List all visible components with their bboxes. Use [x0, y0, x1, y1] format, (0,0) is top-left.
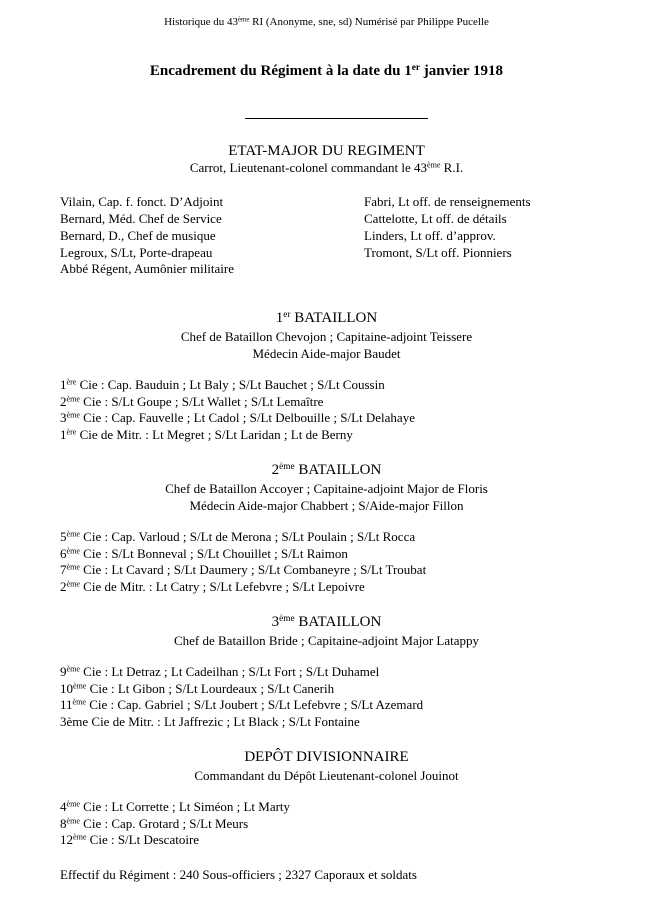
- title-sup: er: [411, 62, 420, 73]
- company-sup: ème: [66, 394, 80, 404]
- company-num: 9: [60, 664, 67, 679]
- company-line: [60, 832, 290, 849]
- company-sup: ème: [66, 816, 80, 826]
- company-num: 3: [60, 410, 67, 426]
- staff-right-1: Fabri, Lt off. de renseignements: [364, 194, 531, 209]
- company-num: 2: [60, 579, 67, 595]
- title-divider: [245, 118, 428, 119]
- staff-right-4: Tromont, S/Lt off. Pionniers: [364, 245, 512, 260]
- bataillon-2-label: BATAILLON: [294, 462, 382, 478]
- company-num: 7: [60, 562, 67, 578]
- company-num: 4: [60, 799, 67, 814]
- page-header: [0, 16, 653, 28]
- company-sup: ème: [66, 562, 80, 572]
- bataillon-2-command: Chef de Bataillon Accoyer ; Capitaine-adjoint Major de Floris: [165, 481, 488, 496]
- company-line: [60, 546, 426, 563]
- bataillon-1-title: [0, 309, 653, 327]
- company-text: 3ème Cie de Mitr. : Lt Jaffrezic ; Lt Black ; S/Lt Fontaine: [60, 714, 360, 730]
- staff-left-1: Vilain, Cap. f. fonct. D’Adjoint: [60, 194, 224, 209]
- staff-left-2: Bernard, Méd. Chef de Service: [60, 211, 222, 226]
- staff-left-5: Abbé Régent, Aumônier militaire: [60, 261, 235, 276]
- bataillon-1-label: BATAILLON: [290, 310, 378, 326]
- etat-major-title: ETAT-MAJOR DU REGIMENT: [228, 143, 425, 159]
- company-text: Cie de Mitr. : Lt Catry ; S/Lt Lefebvre ; S/Lt Lepoivre: [79, 579, 365, 595]
- bataillon-3-sup: ème: [279, 613, 295, 624]
- etat-major-subtitle: [0, 159, 653, 176]
- document-title: [0, 63, 653, 80]
- company-line: [60, 529, 426, 546]
- bataillon-2-companies: [60, 529, 426, 596]
- staff-left-4: Legroux, S/Lt, Porte-drapeau: [60, 245, 213, 260]
- bataillon-3-num: 3: [271, 614, 280, 630]
- header-text-post: RI (Anonyme, sne, sd) Numérisé par Philippe Pucelle: [249, 16, 489, 28]
- company-sup: ème: [73, 681, 87, 691]
- company-text: Cie : S/Lt Goupe ; S/Lt Wallet ; S/Lt Lemaître: [79, 393, 324, 409]
- company-sup: ème: [66, 410, 80, 420]
- staff-right-2: Cattelotte, Lt off. de détails: [364, 211, 507, 226]
- company-num: 1: [60, 377, 67, 392]
- bataillon-2-medical: Médecin Aide-major Chabbert ; S/Aide-major Fillon: [189, 498, 464, 513]
- company-num: 10: [60, 680, 73, 696]
- company-num: 2: [60, 393, 67, 409]
- depot-companies: [60, 799, 290, 849]
- bataillon-2-sup: ème: [279, 461, 295, 472]
- company-text: Cie : S/Lt Descatoire: [86, 832, 200, 848]
- company-line: [60, 377, 415, 394]
- depot-command: Commandant du Dépôt Lieutenant-colonel Jouinot: [194, 768, 459, 783]
- bataillon-2-title: [0, 461, 653, 479]
- company-text: Cie : Lt Gibon ; S/Lt Lourdeaux ; S/Lt Canerih: [86, 680, 335, 696]
- bataillon-1-command: Chef de Bataillon Chevojon ; Capitaine-adjoint Teissere: [180, 329, 473, 344]
- company-num: 8: [60, 815, 67, 831]
- depot-title: DEPÔT DIVISIONNAIRE: [244, 749, 409, 765]
- company-text: Cie : Cap. Varloud ; S/Lt de Merona ; S/Lt Poulain ; S/Lt Rocca: [79, 529, 416, 544]
- company-num: 11: [60, 697, 73, 713]
- effectif-line: Effectif du Régiment : 240 Sous-officiers ; 2327 Caporaux et soldats: [60, 867, 417, 882]
- company-line: [60, 394, 415, 411]
- company-line: [60, 579, 426, 596]
- staff-left-3: Bernard, D., Chef de musique: [60, 228, 216, 243]
- company-sup: ère: [66, 377, 77, 387]
- company-line: [60, 799, 290, 816]
- company-text: Cie : Cap. Bauduin ; Lt Baly ; S/Lt Bauchet ; S/Lt Coussin: [76, 377, 385, 392]
- header-text-pre: Historique du 43: [164, 16, 239, 28]
- company-line: [60, 714, 423, 731]
- company-num: 1: [60, 427, 67, 443]
- company-num: 12: [60, 832, 73, 848]
- company-line: [60, 664, 423, 681]
- bataillon-1-medical: Médecin Aide-major Baudet: [252, 346, 401, 361]
- company-sup: ème: [66, 529, 80, 539]
- company-num: 6: [60, 545, 67, 561]
- company-line: [60, 562, 426, 579]
- etat-major-sub-sup: ème: [427, 160, 441, 170]
- etat-major-sub-pre: Carrot, Lieutenant-colonel commandant le 43: [189, 160, 427, 175]
- company-sup: ème: [66, 664, 80, 674]
- company-sup: ème: [66, 799, 80, 809]
- company-text: Cie : Lt Detraz ; Lt Cadeilhan ; S/Lt Fort ; S/Lt Duhamel: [79, 664, 380, 679]
- company-num: 5: [60, 529, 67, 544]
- company-text: Cie : Lt Corrette ; Lt Siméon ; Lt Marty: [79, 799, 291, 814]
- company-text: Cie de Mitr. : Lt Megret ; S/Lt Laridan ; Lt de Berny: [76, 427, 353, 443]
- etat-major-sub-post: R.I.: [440, 160, 464, 175]
- bataillon-1-num: 1: [275, 310, 284, 326]
- company-sup: ème: [73, 832, 87, 842]
- company-line: [60, 681, 423, 698]
- company-text: Cie : Cap. Gabriel ; S/Lt Joubert ; S/Lt Lefebvre ; S/Lt Azemard: [85, 697, 424, 713]
- bataillon-3-command: Chef de Bataillon Bride ; Capitaine-adjoint Major Latappy: [173, 633, 480, 648]
- company-line: [60, 410, 415, 427]
- company-text: Cie : Cap. Grotard ; S/Lt Meurs: [79, 815, 249, 831]
- title-pre: Encadrement du Régiment à la date du 1: [149, 63, 412, 79]
- staff-right-3: Linders, Lt off. d’approv.: [364, 228, 496, 243]
- header-sup: ème: [238, 16, 250, 24]
- company-line: [60, 427, 415, 444]
- company-text: Cie : Cap. Fauvelle ; Lt Cadol ; S/Lt Delbouille ; S/Lt Delahaye: [79, 410, 415, 426]
- bataillon-2-num: 2: [271, 462, 280, 478]
- company-sup: ème: [72, 697, 86, 707]
- company-line: [60, 697, 423, 714]
- bataillon-3-title: [0, 613, 653, 631]
- bataillon-3-companies: [60, 664, 423, 731]
- company-text: Cie : Lt Cavard ; S/Lt Daumery ; S/Lt Combaneyre ; S/Lt Troubat: [79, 562, 427, 578]
- company-sup: ème: [66, 579, 80, 589]
- company-sup: ère: [66, 427, 77, 437]
- company-text: Cie : S/Lt Bonneval ; S/Lt Chouillet ; S/Lt Raimon: [79, 545, 348, 561]
- bataillon-1-sup: er: [283, 309, 291, 320]
- bataillon-3-label: BATAILLON: [294, 614, 382, 630]
- company-sup: ème: [66, 546, 80, 556]
- bataillon-1-companies: [60, 377, 415, 444]
- company-line: [60, 816, 290, 833]
- title-post: janvier 1918: [420, 63, 504, 79]
